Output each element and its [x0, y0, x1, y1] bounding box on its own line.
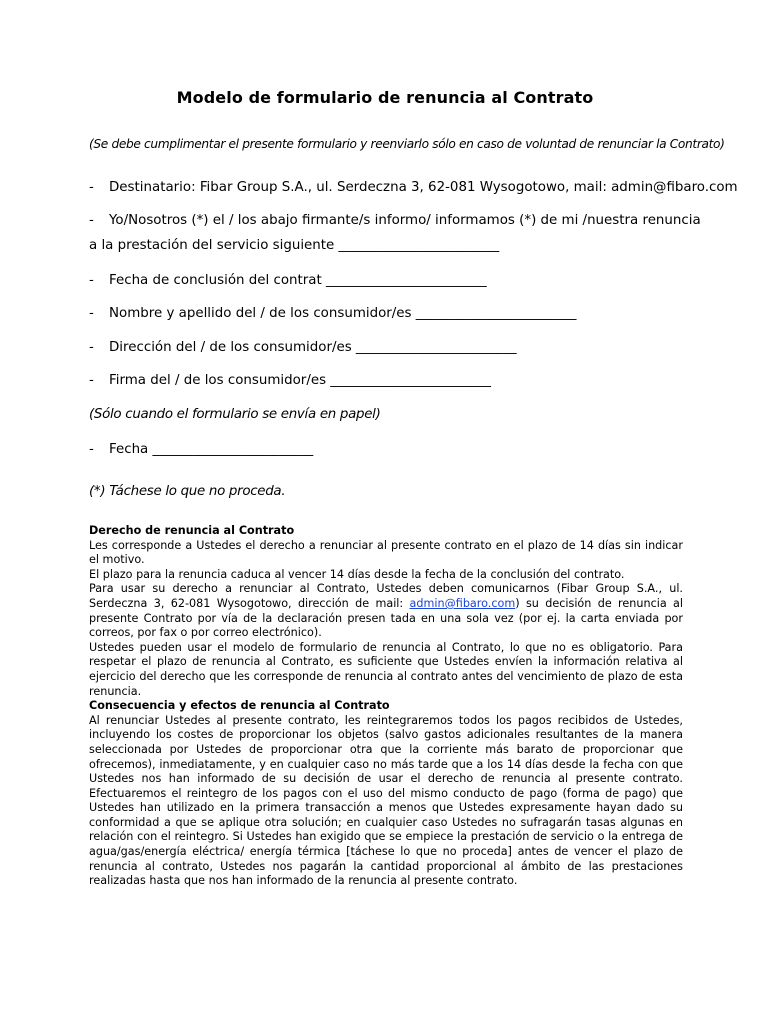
field-renuncia-line2: a la prestación del servicio siguiente ________________________ — [89, 238, 500, 253]
field-firma — [89, 373, 491, 388]
fecha-text: Fecha ________________________ — [109, 442, 314, 457]
derecho-paragraph-3 — [89, 582, 683, 640]
bullet-dash: - — [89, 213, 94, 228]
bullet-dash: - — [89, 180, 94, 195]
derecho-p3-after: ) su decisión de renuncia al presente Contrato por vía de la declaración presen tada en una sola vez (por ej. la carta enviada por correos, por fax o por correo electrónico). — [89, 596, 683, 640]
renuncia-text-1: Yo/Nosotros (*) el / los abajo firmante/s informo/ informamos (*) de mi /nuestra renuncia — [109, 213, 701, 228]
page-title: Modelo de formulario de renuncia al Contrato — [176, 88, 594, 107]
field-fecha-conclusion — [89, 273, 487, 288]
tachese-note: (*) Táchese lo que no proceda. — [89, 484, 286, 499]
direccion-text: Dirección del / de los consumidor/es ________________________ — [109, 340, 517, 355]
bullet-dash: - — [89, 306, 94, 321]
bullet-dash: - — [89, 340, 94, 355]
field-direccion — [89, 340, 517, 355]
derecho-paragraph-1: Les corresponde a Ustedes el derecho a renunciar al presente contrato en el plazo de 14 días sin indicar el motivo. — [89, 538, 683, 567]
email-link[interactable]: admin@fibaro.com — [409, 596, 516, 610]
firma-text: Firma del / de los consumidor/es ________________________ — [109, 373, 491, 388]
consecuencia-paragraph: Al renunciar Ustedes al presente contrato, les reintegraremos todos los pagos recibidos de Ustedes, incluyendo los costes de proporcionar los objetos (salvo gastos adicionales resultantes de la manera seleccionada por Ustedes de proporcionar otra que la corriente más barato de proporcionar que ofrecemos), inmediatamente, y en cualquier caso no más tarde que a los 14 días desde la fecha con que Ustedes nos han informado de su decisión de usar el derecho de renuncia al presente contrato. Efectuaremos el reintegro de los pagos con el uso del mismo conducto de pago (forma de pago) que Ustedes han utilizado en la primera transacción a menos que Ustedes expresamente hayan dado su conformidad a que se aplique otra solución; en cualquier caso Ustedes no sufragarán tasas algunas en relación con el reintegro. Si Ustedes han exigido que se empiece la prestación de servicio o la entrega de agua/gas/energía eléctrica/ energía térmica [táchese lo que no proceda] antes de vencer el plazo de renuncia al contrato, Ustedes nos pagarán la cantidad proporcional al ámbito de las prestaciones realizadas hasta que nos han informado de la renuncia al presente contrato. — [89, 713, 683, 888]
bullet-dash: - — [89, 442, 94, 457]
subtitle-note: (Se debe cumplimentar el presente formulario y reenviarlo sólo en caso de voluntad de renunciar la Contrato) — [89, 137, 725, 151]
solo-papel-note: (Sólo cuando el formulario se envía en papel) — [89, 407, 381, 422]
field-nombre — [89, 306, 576, 321]
destinatario-text: Destinatario: Fibar Group S.A., ul. Serdeczna 3, 62-081 Wysogotowo, mail: admin@fibaro.com — [109, 180, 738, 195]
derecho-paragraph-2: El plazo para la renuncia caduca al vencer 14 días desde la fecha de la conclusión del contrato. — [89, 567, 625, 581]
derecho-heading: Derecho de renuncia al Contrato — [89, 524, 295, 537]
bullet-dash: - — [89, 373, 94, 388]
derecho-paragraph-4: Ustedes pueden usar el modelo de formulario de renuncia al Contrato, lo que no es obligatorio. Para respetar el plazo de renuncia al Contrato, es suficiente que Ustedes envíen la información relativa al ejercicio del derecho que les corresponde de renuncia al contrato antes del vencimiento de plazo de esta renuncia. — [89, 640, 683, 698]
nombre-text: Nombre y apellido del / de los consumidor/es ________________________ — [109, 306, 577, 321]
field-destinatario — [89, 180, 738, 195]
consecuencia-heading: Consecuencia y efectos de renuncia al Contrato — [89, 699, 390, 713]
field-fecha — [89, 442, 313, 457]
bullet-dash: - — [89, 273, 94, 288]
field-renuncia-line1 — [89, 213, 701, 228]
derecho-p3-before: Para usar su derecho a renunciar al Contrato, Ustedes deben comunicarnos (Fibar Group S.A., ul. Serdeczna 3, 62-081 Wysogotowo, dirección de mail: — [89, 582, 683, 610]
fecha-conclusion-text: Fecha de conclusión del contrat ________________________ — [109, 273, 487, 288]
legal-text-section — [89, 524, 683, 889]
